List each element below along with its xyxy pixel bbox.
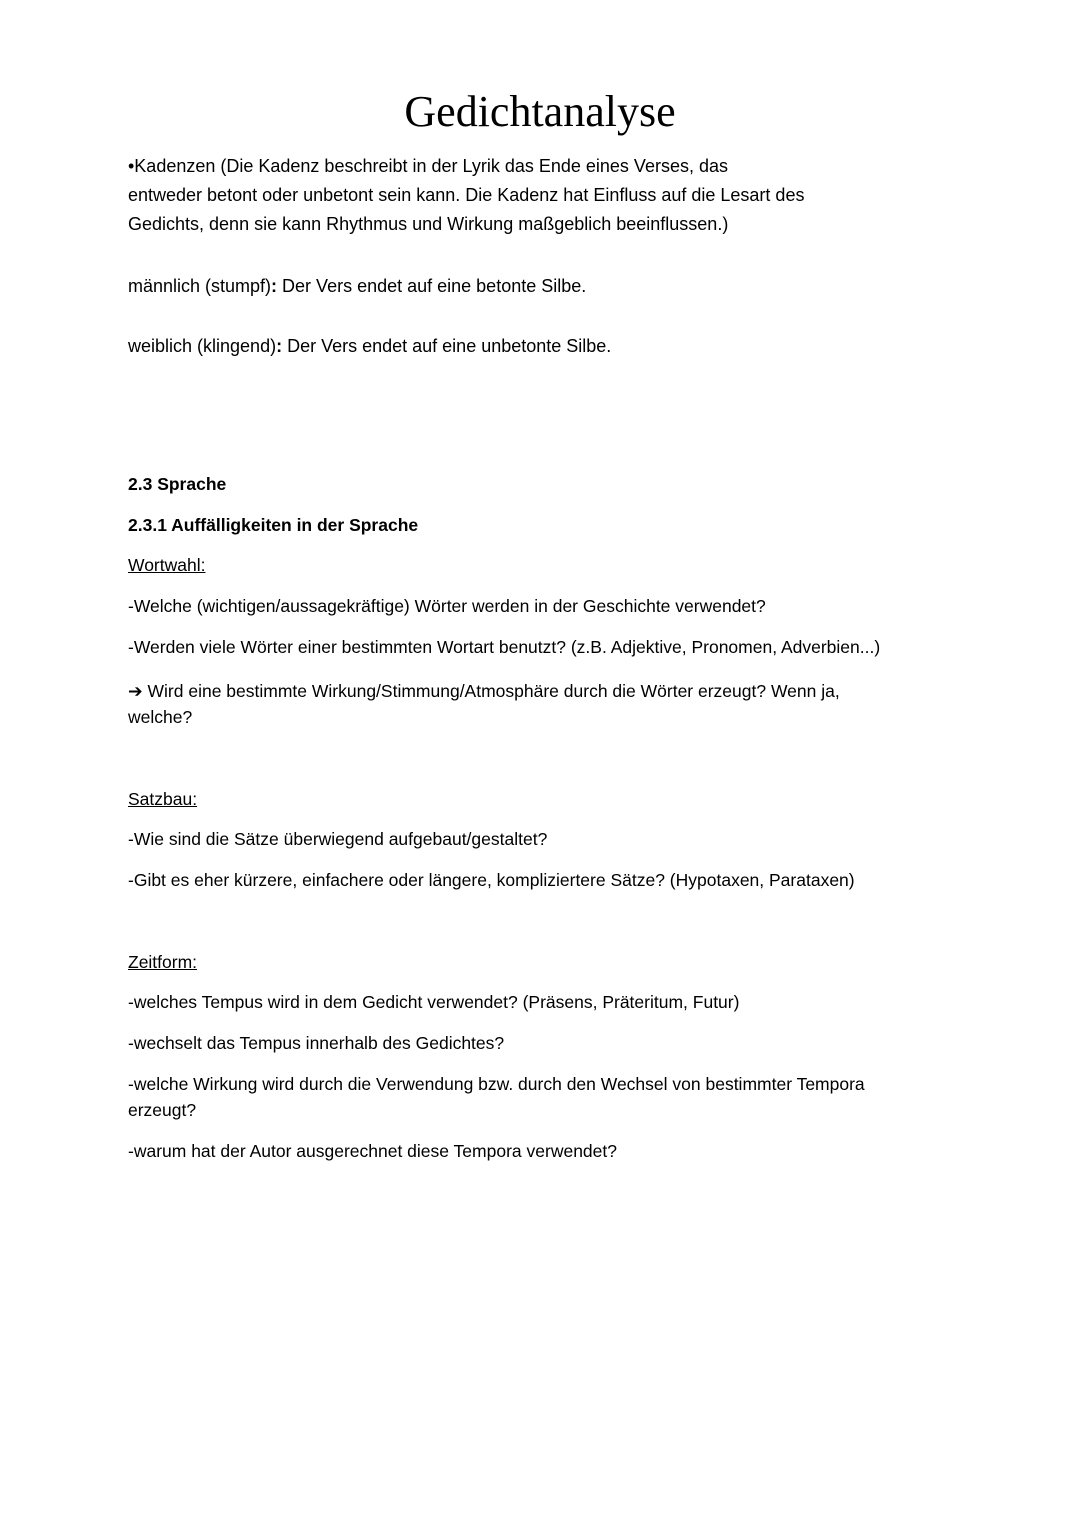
satzbau-question-2: -Gibt es eher kürzere, einfachere oder längere, kompliziertere Sätze? (Hypotaxen, Parataxen) bbox=[128, 870, 855, 890]
zeitform-question-3-line-1: -welche Wirkung wird durch die Verwendung bzw. durch den Wechsel von bestimmter Tempora bbox=[128, 1074, 865, 1094]
wortwahl-question-2: -Werden viele Wörter einer bestimmten Wortart benutzt? (z.B. Adjektive, Pronomen, Adverbien...) bbox=[128, 637, 881, 657]
zeitform-question-4: -warum hat der Autor ausgerechnet diese Tempora verwendet? bbox=[128, 1141, 617, 1161]
satzbau-question-1: -Wie sind die Sätze überwiegend aufgebaut/gestaltet? bbox=[128, 829, 548, 849]
zeitform-question-2: -wechselt das Tempus innerhalb des Gedichtes? bbox=[128, 1033, 505, 1053]
wortwahl-question-1: -Welche (wichtigen/aussagekräftige) Wörter werden in der Geschichte verwendet? bbox=[128, 596, 766, 616]
subsection-heading: 2.3.1 Auffälligkeiten in der Sprache bbox=[128, 515, 419, 535]
zeitform-question-3-line-2: erzeugt? bbox=[128, 1100, 197, 1120]
zeitform-question-3 bbox=[128, 1071, 928, 1123]
wortwahl-question-3-line-1: ➔ Wird eine bestimmte Wirkung/Stimmung/Atmosphäre durch die Wörter erzeugt? Wenn ja, bbox=[128, 681, 840, 701]
weiblich-colon: : bbox=[276, 336, 283, 356]
page-title: Gedichtanalyse bbox=[404, 87, 676, 136]
maennlich-text: Der Vers endet auf eine betonte Silbe. bbox=[277, 276, 587, 296]
weiblich-definition bbox=[128, 332, 928, 361]
wortwahl-question-3-line-2: welche? bbox=[128, 707, 193, 727]
section-heading: 2.3 Sprache bbox=[128, 474, 227, 494]
weiblich-label: weiblich (klingend) bbox=[128, 336, 277, 356]
zeitform-heading: Zeitform: bbox=[128, 952, 198, 972]
kadenzen-paragraph bbox=[128, 152, 928, 239]
maennlich-colon: : bbox=[271, 276, 278, 296]
wortwahl-heading: Wortwahl: bbox=[128, 555, 206, 575]
zeitform-question-1: -welches Tempus wird in dem Gedicht verwendet? (Präsens, Präteritum, Futur) bbox=[128, 992, 740, 1012]
satzbau-heading: Satzbau: bbox=[128, 789, 198, 809]
maennlich-label: männlich (stumpf) bbox=[128, 276, 272, 296]
kadenzen-line-3: Gedichts, denn sie kann Rhythmus und Wirkung maßgeblich beeinflussen.) bbox=[128, 214, 729, 234]
kadenzen-line-2: entweder betont oder unbetont sein kann. Die Kadenz hat Einfluss auf die Lesart des bbox=[128, 185, 805, 205]
weiblich-text: Der Vers endet auf eine unbetonte Silbe. bbox=[282, 336, 612, 356]
maennlich-definition bbox=[128, 272, 928, 301]
kadenzen-line-1: •Kadenzen (Die Kadenz beschreibt in der Lyrik das Ende eines Verses, das bbox=[128, 156, 728, 176]
wortwahl-question-3 bbox=[128, 678, 928, 730]
